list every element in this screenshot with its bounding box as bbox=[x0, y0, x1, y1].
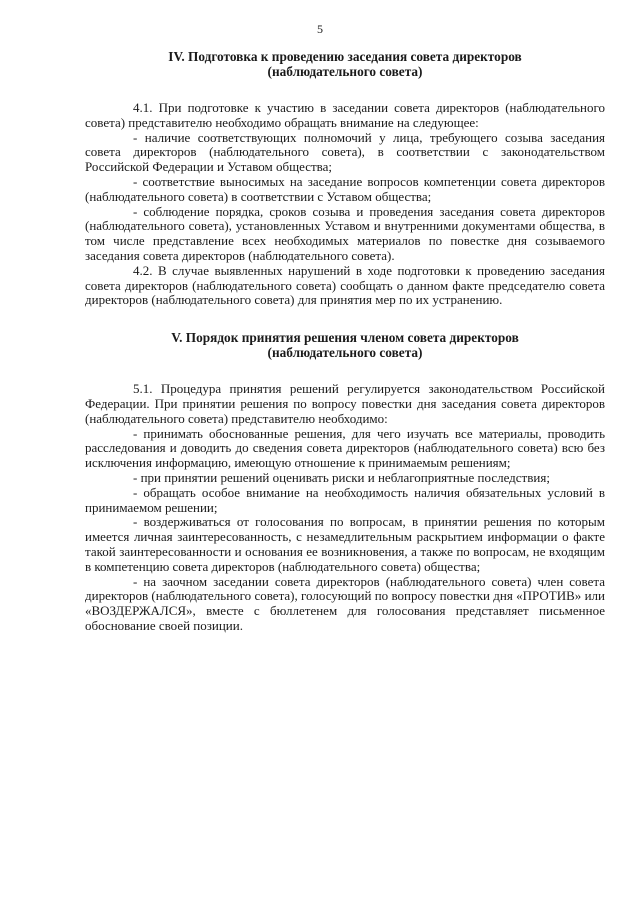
section-5-title-line1: V. Порядок принятия решения членом совета директоров bbox=[171, 330, 519, 346]
list-item: - при принятии решений оценивать риски и неблагоприятные последствия; bbox=[133, 469, 550, 485]
paragraph-4-1: 4.1. При подготовке к участию в заседании совета директоров (наблюдательного совета) представителю необходимо обращать внимание на следующее: bbox=[85, 100, 605, 130]
section-4-title-line1: IV. Подготовка к проведению заседания совета директоров bbox=[168, 49, 522, 64]
page-content bbox=[85, 49, 605, 634]
list-item: - соблюдение порядка, сроков созыва и проведения заседания совета директоров (наблюдательного совета), установленных Уставом и внутренними документами общества, в том числе представление всех необходимых материалов по повестке дня созываемого заседания совета директоров (наблюдательного совета). bbox=[85, 203, 605, 263]
section-4-heading bbox=[85, 49, 605, 79]
paragraph-5-1: 5.1. Процедура принятия решений регулируется законодательством Российской Федерации. При принятии решения по вопросу повестки дня заседания совета директоров (наблюдательного совета) представителю необходимо: bbox=[85, 381, 605, 426]
list-item: - воздерживаться от голосования по вопросам, в принятии решения по которым имеется личная заинтересованность, с незамедлительным раскрытием информации о факте такой заинтересованности и основания ее возникновения, а также по вопросам, не входящим в компетенцию совета директоров (наблюдательного совета) общества; bbox=[85, 514, 605, 574]
section-4-title-line2: (наблюдательного совета) bbox=[267, 64, 423, 79]
section-5-heading bbox=[85, 330, 605, 360]
list-item: - наличие соответствующих полномочий у лица, требующего созыва заседания совета директоров (наблюдательного совета), в соответствии с законодательством Российской Федерации и Уставом общества; bbox=[85, 129, 605, 175]
list-item: - принимать обоснованные решения, для чего изучать все материалы, проводить расследования и доводить до сведения совета директоров (наблюдательного совета) всю без исключения информацию, имеющую отношение к принимаемым решениям; bbox=[85, 425, 605, 471]
page-number: 5 bbox=[317, 22, 323, 36]
list-item: - соответствие выносимых на заседание вопросов компетенции совета директоров (наблюдательного совета) в соответствии с Уставом общества; bbox=[85, 173, 605, 204]
list-item: - на заочном заседании совета директоров (наблюдательного совета) член совета директоров (наблюдательного совета), голосующий по вопросу повестки дня «ПРОТИВ» или «ВОЗДЕРЖАЛСЯ», вместе с бюллетенем для голосования представляет письменное обоснование своей позиции. bbox=[85, 573, 605, 633]
list-item: - обращать особое внимание на необходимость наличия обязательных условий в принимаемом решении; bbox=[85, 484, 605, 515]
paragraph-4-2: 4.2. В случае выявленных нарушений в ходе подготовки к проведению заседания совета директоров (наблюдательного совета) сообщать о данном факте председателю совета директоров (наблюдательного совета) для принятия мер по их устранению. bbox=[85, 262, 605, 308]
section-5-title-line2: (наблюдательного совета) bbox=[267, 345, 423, 361]
